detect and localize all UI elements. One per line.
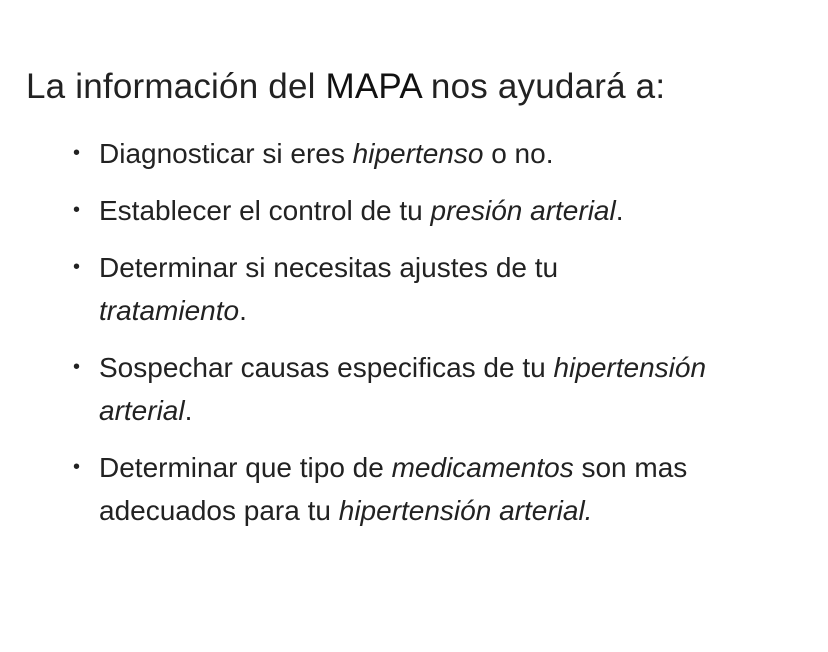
bullet-text: Determinar que tipo de xyxy=(99,452,392,483)
bullet-text: o no. xyxy=(483,138,554,169)
bullet-dot-icon: • xyxy=(73,356,81,378)
bullet-dot-icon: • xyxy=(73,199,81,221)
bullet-emphasis: hipertensión xyxy=(553,352,707,383)
bullet-line xyxy=(99,346,820,389)
bullet-text: adecuados para tu xyxy=(99,495,339,526)
bullet-text: Determinar si necesitas ajustes de tu xyxy=(99,252,559,283)
bullet-item-establecer xyxy=(70,189,820,232)
bullet-emphasis: tratamiento xyxy=(99,295,240,326)
bullet-emphasis: hipertenso xyxy=(352,138,484,169)
bullet-text: Establecer el control de tu xyxy=(99,195,431,226)
bullet-line xyxy=(99,189,820,232)
bullet-emphasis: presión arterial xyxy=(430,195,616,226)
bullet-text: son mas xyxy=(573,452,688,483)
bullet-line xyxy=(99,389,820,432)
bullet-dot-icon: • xyxy=(73,456,81,478)
slide-title xyxy=(26,64,665,110)
bullet-item-determinar-ajustes xyxy=(70,246,820,332)
bullet-text: . xyxy=(615,195,624,226)
bullet-line xyxy=(99,289,820,332)
bullet-text: . xyxy=(239,295,247,326)
bullet-text: Sospechar causas especificas de tu xyxy=(99,352,554,383)
bullet-dot-icon: • xyxy=(73,142,81,164)
bullet-line xyxy=(99,446,820,489)
title-highlight-mapa: MAPA xyxy=(325,67,421,106)
bullet-text: Diagnosticar si eres xyxy=(99,138,353,169)
bullet-line xyxy=(99,246,820,289)
bullet-item-diagnosticar xyxy=(70,132,820,175)
bullet-line xyxy=(99,489,820,532)
title-text-before: La información del xyxy=(26,67,326,106)
bullet-item-medicamentos xyxy=(70,446,820,532)
bullet-text: . xyxy=(184,395,193,426)
title-text-after: nos ayudará a: xyxy=(421,67,666,106)
bullet-item-sospechar xyxy=(70,346,820,432)
bullet-emphasis: arterial xyxy=(99,395,185,426)
bullet-emphasis: medicamentos xyxy=(391,452,574,483)
bullet-list xyxy=(70,132,820,546)
bullet-emphasis: hipertensión arterial. xyxy=(338,495,593,526)
bullet-line xyxy=(99,132,820,175)
bullet-dot-icon: • xyxy=(73,256,81,278)
